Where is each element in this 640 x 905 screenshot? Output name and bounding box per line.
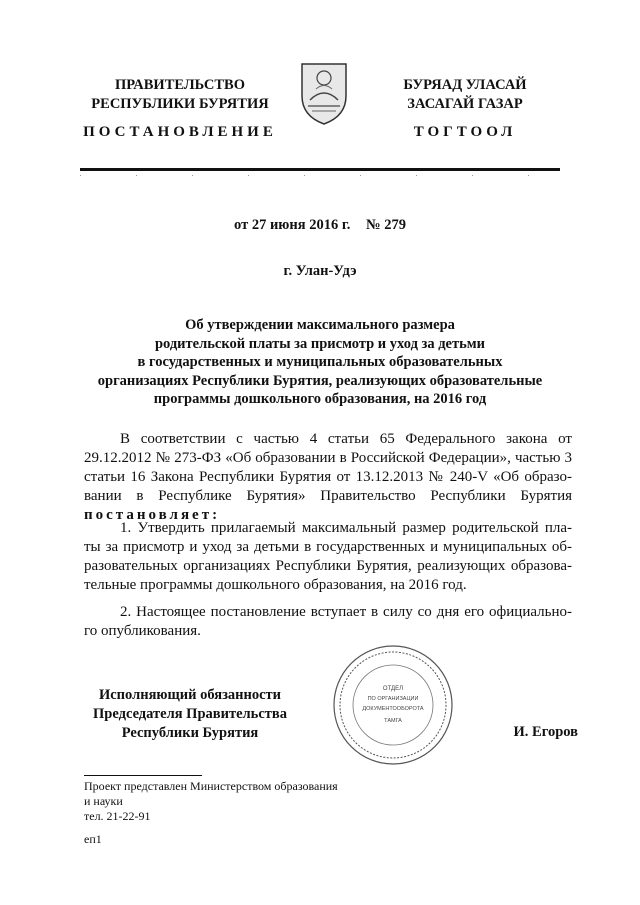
footnote-line: Проект представлен Министерством образования: [84, 779, 338, 793]
preamble-line: вании в Республике Бурятия» Правительство Республики Бурятия: [84, 488, 572, 504]
header-left-line1: ПРАВИТЕЛЬСТВО: [115, 77, 245, 93]
seal-text: ПО ОРГАНИЗАЦИИ: [367, 696, 419, 702]
header-right-block: [365, 76, 565, 114]
footnote-divider: [84, 775, 202, 776]
document-city: г. Улан-Удэ: [283, 263, 357, 279]
title-line: Об утверждении максимального размера: [185, 317, 455, 333]
document-initials: еп1: [84, 832, 102, 846]
item-1-line: разовательных организациях Республики Бурятия, реализующих образова-: [84, 558, 572, 574]
signatory-line: Республики Бурятия: [121, 725, 259, 741]
item-2-paragraph: [84, 603, 572, 641]
signatory-line: Председателя Правительства: [93, 706, 287, 722]
header-left-line2: РЕСПУБЛИКИ БУРЯТИЯ: [91, 96, 269, 112]
item-2-line: го опубликования.: [84, 623, 201, 639]
header-divider: [80, 168, 560, 171]
official-seal: [332, 644, 454, 766]
footnote: [84, 779, 424, 824]
doc-type-right: ТОГТООЛ: [413, 124, 517, 140]
decree-colon: :: [212, 507, 218, 523]
doc-type-left: ПОСТАНОВЛЕНИЕ: [83, 124, 277, 140]
header-left-block: [80, 76, 280, 114]
title-line: организациях Республики Бурятия, реализующих образовательные: [97, 372, 543, 389]
seal-text: ОТДЕЛ: [382, 686, 404, 692]
header-right-line2: ЗАСАГАЙ ГАЗАР: [407, 96, 523, 112]
preamble-paragraph: [84, 430, 572, 525]
title-line: в государственных и муниципальных образовательных: [137, 354, 503, 370]
signatory-name: И. Егоров: [513, 724, 578, 740]
document-number: № 279: [366, 217, 406, 233]
preamble-line: статьи 16 Закона Республики Бурятия от 13.12.2013 № 240-V «Об образо-: [84, 469, 572, 485]
seal-text: ТАМГА: [384, 718, 402, 724]
document-title: [90, 316, 550, 409]
decree-word: постановляет: [84, 507, 213, 523]
item-1-line: ты за присмотр и уход за детьми в государственных и муниципальных об-: [84, 539, 572, 555]
title-line: родительской платы за присмотр и уход за детьми: [154, 335, 486, 352]
footnote-line: и науки: [84, 794, 123, 808]
preamble-line: 29.12.2012 № 273-ФЗ «Об образовании в Российской Федерации», частью 3: [84, 450, 572, 466]
signatory-line: Исполняющий обязанности: [98, 687, 282, 703]
coat-of-arms-emblem: [296, 56, 352, 126]
seal-text: ДОКУМЕНТООБОРОТА: [362, 706, 424, 712]
footnote-line: тел. 21-22-91: [84, 809, 151, 823]
date-number-line: [80, 217, 560, 234]
item-1-line: тельные программы дошкольного образования, на 2016 год.: [84, 577, 467, 593]
item-1-line: 1. Утвердить прилагаемый максимальный размер родительской пла-: [120, 520, 572, 536]
item-1-paragraph: [84, 519, 572, 595]
header-right-line1: БУРЯАД УЛАСАЙ: [403, 77, 527, 93]
header-dotted-divider: [80, 175, 560, 176]
title-line: программы дошкольного образования, на 2016 год: [153, 391, 487, 407]
item-2-line: 2. Настоящее постановление вступает в силу со дня его официально-: [120, 604, 572, 620]
document-date: от 27 июня 2016 г.: [234, 217, 351, 233]
signatory-title: [80, 686, 300, 743]
preamble-line: В соответствии с частью 4 статьи 65 Федерального закона от: [120, 431, 572, 447]
